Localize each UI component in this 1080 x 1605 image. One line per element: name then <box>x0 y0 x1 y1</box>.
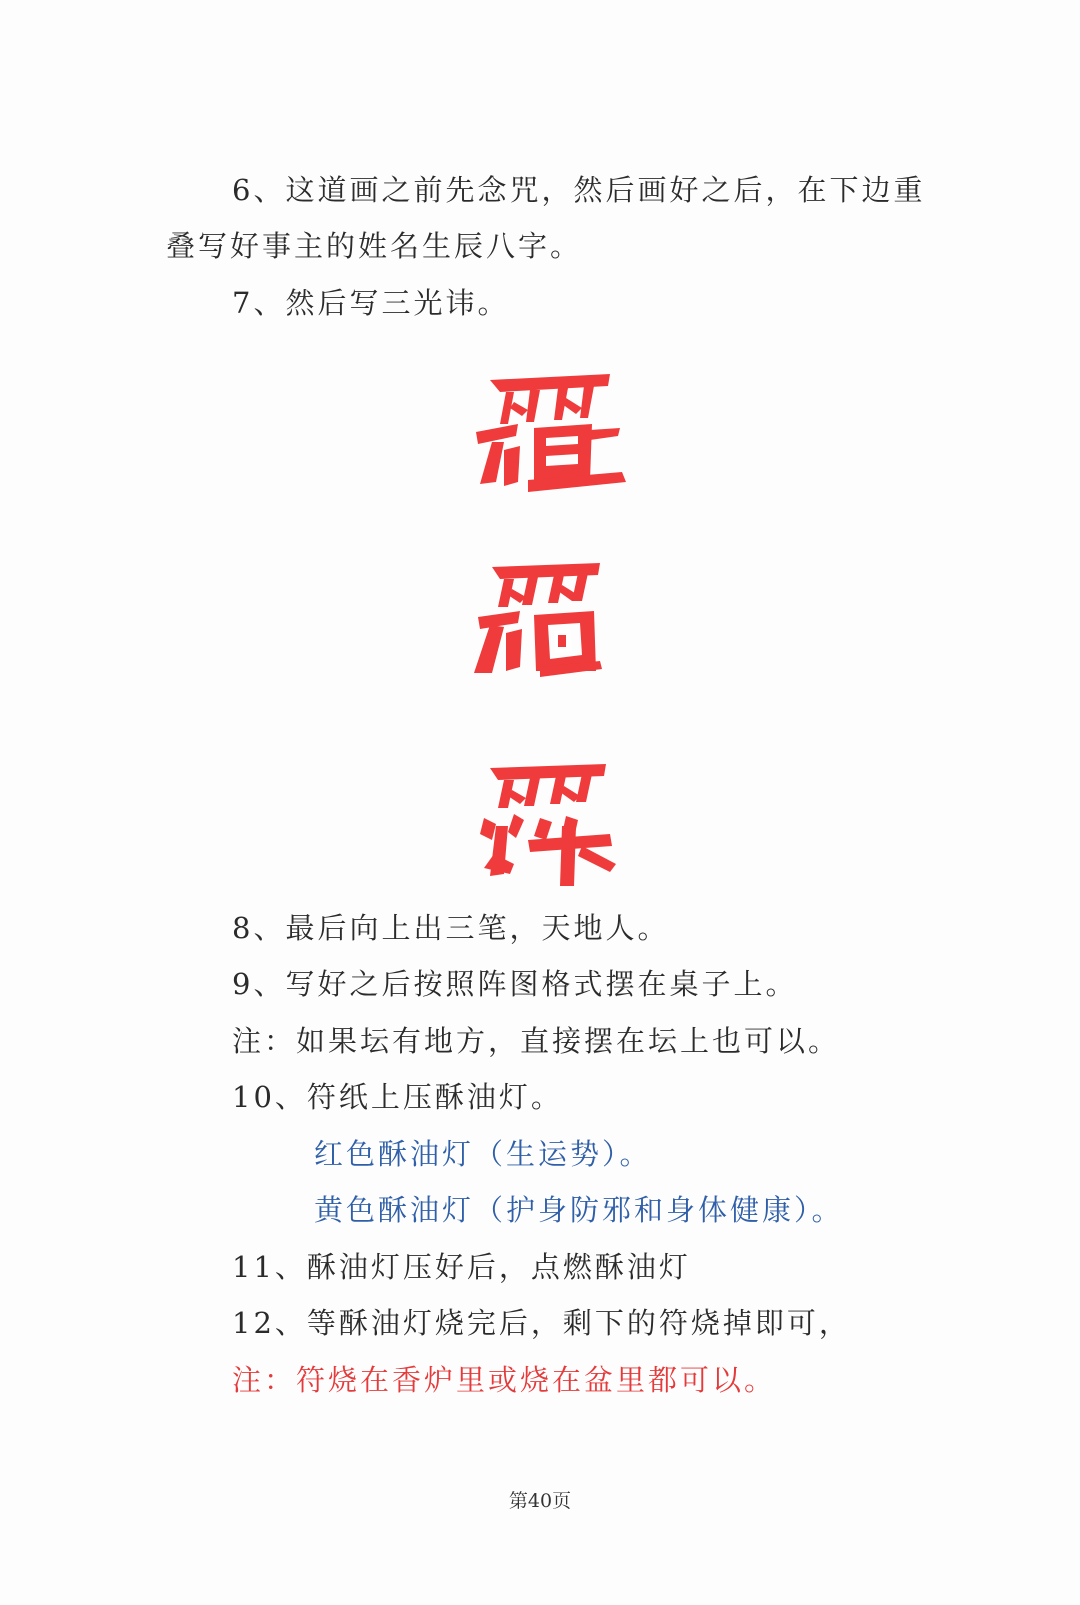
talisman-moon-image <box>470 555 630 685</box>
paragraph-8: 8、最后向上出三笔，天地人。 <box>232 911 670 945</box>
talisman-star-image <box>470 756 630 886</box>
paragraph-11: 11、酥油灯压好后，点燃酥油灯 <box>232 1250 691 1284</box>
talisman-sun-image <box>470 362 630 492</box>
paragraph-12: 12、等酥油灯烧完后，剩下的符烧掉即可， <box>232 1306 851 1340</box>
note-2: 注：符烧在香炉里或烧在盆里都可以。 <box>232 1363 777 1397</box>
paragraph-6-line-2: 叠写好事主的姓名生辰八字。 <box>166 229 583 263</box>
paragraph-6-line-1: 6、这道画之前先念咒，然后画好之后，在下边重 <box>232 173 926 207</box>
lamp-red-note: 红色酥油灯（生运势）。 <box>314 1137 652 1171</box>
lamp-yellow-note: 黄色酥油灯（护身防邪和身体健康）。 <box>314 1193 844 1227</box>
paragraph-10: 10、符纸上压酥油灯。 <box>232 1080 563 1114</box>
paragraph-9: 9、写好之后按照阵图格式摆在桌子上。 <box>232 967 798 1001</box>
paragraph-7: 7、然后写三光讳。 <box>232 286 510 320</box>
note-1: 注：如果坛有地方，直接摆在坛上也可以。 <box>232 1024 841 1058</box>
page-number: 第40页 <box>508 1490 572 1512</box>
